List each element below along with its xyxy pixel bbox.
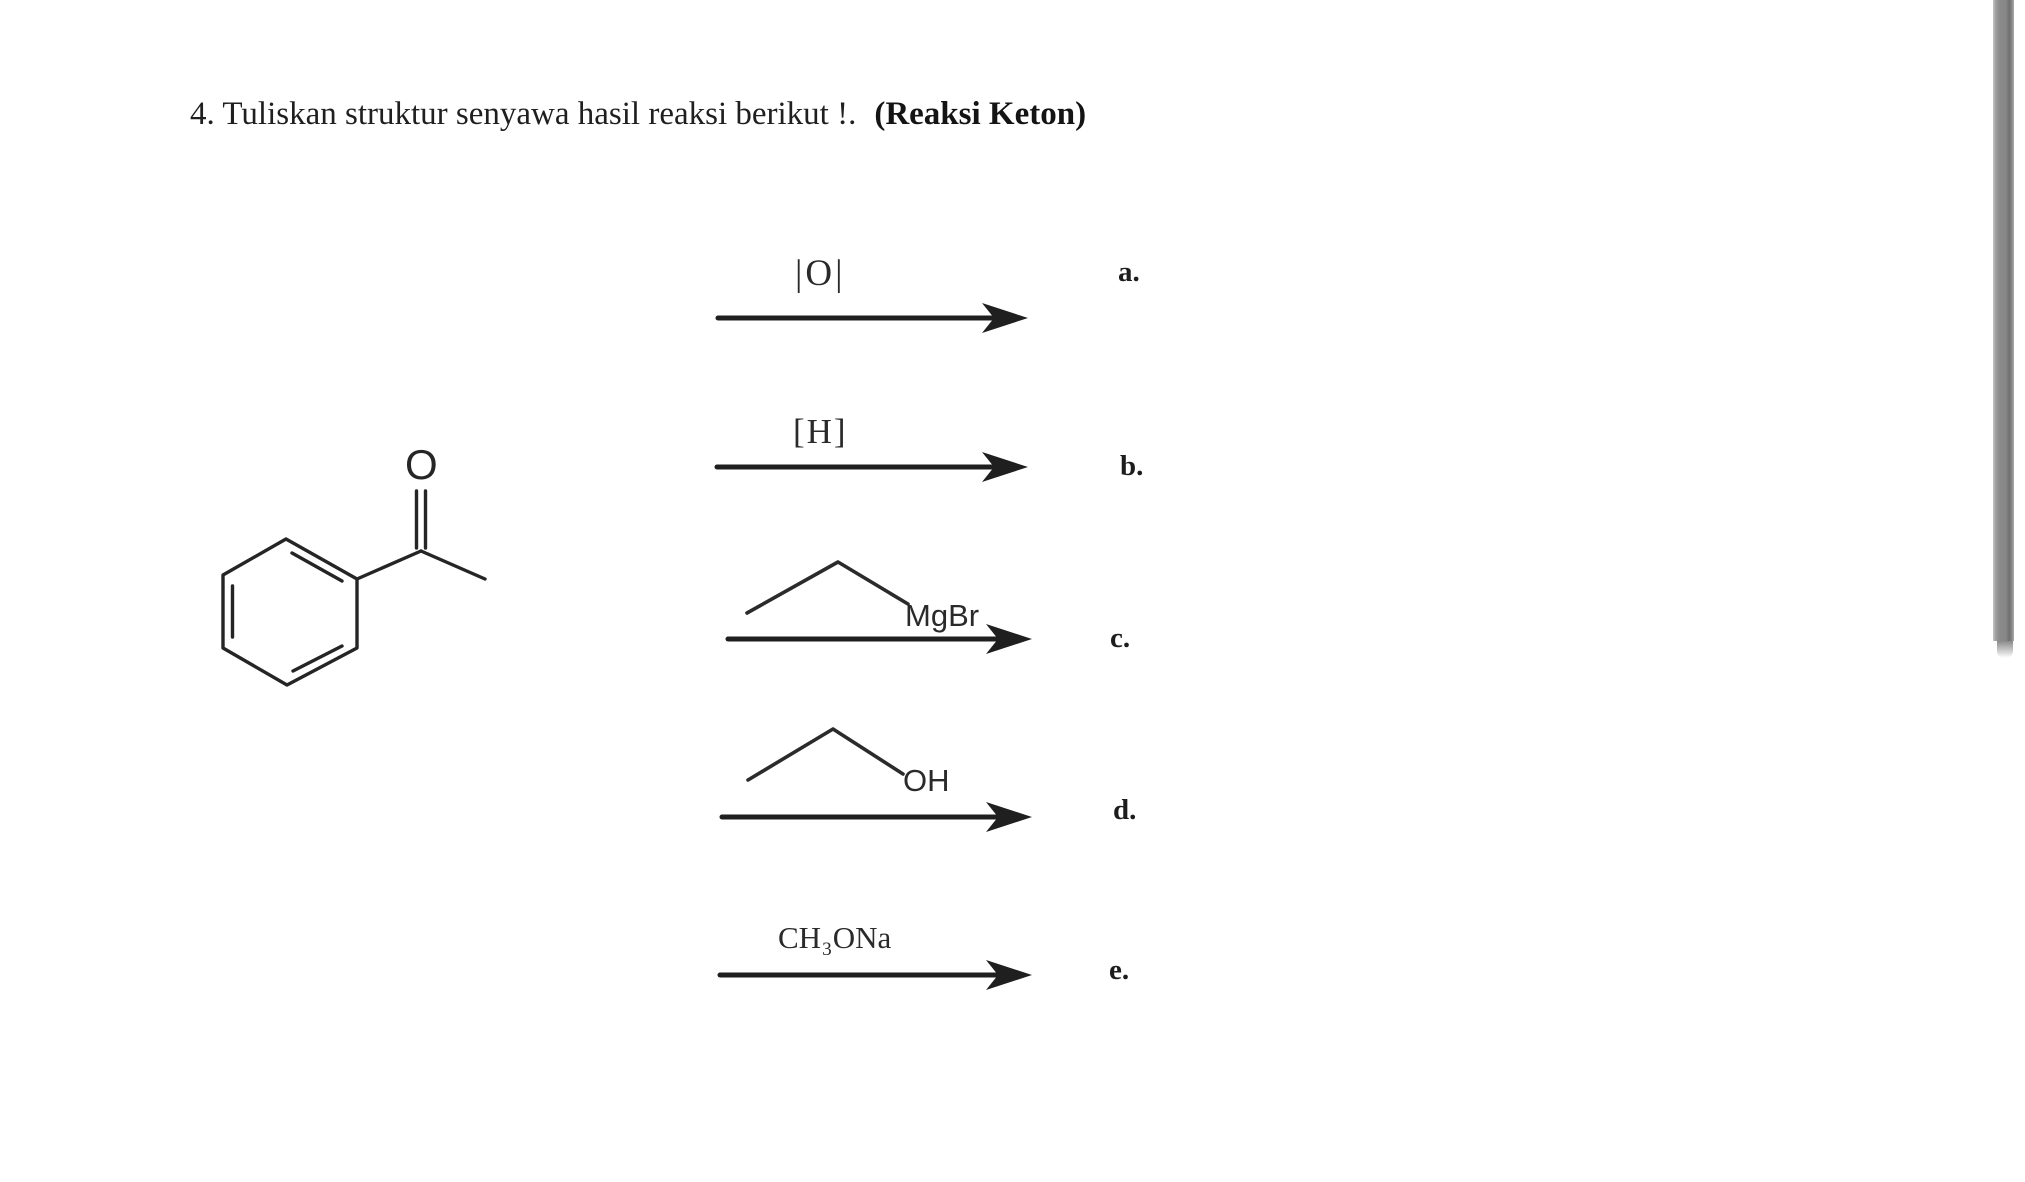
reaction-arrow-a xyxy=(718,303,1028,333)
scrollbar-thumb-tail xyxy=(1997,641,2013,658)
option-label-c: c. xyxy=(1110,622,1131,654)
reaction-arrow-d xyxy=(722,802,1032,832)
arrowhead-a xyxy=(982,303,1028,333)
molecule-acetophenone xyxy=(223,491,485,685)
arrowhead-e xyxy=(986,960,1032,990)
reaction-arrow-b xyxy=(717,452,1028,482)
arrowhead-d xyxy=(986,802,1032,832)
carbonyl-double-bond xyxy=(417,491,426,548)
bond-carbonyl-methyl xyxy=(421,551,485,579)
ethyl-chain-mgbr xyxy=(747,562,908,613)
option-label-a: a. xyxy=(1118,256,1140,288)
benzene-ring xyxy=(223,539,357,685)
option-label-b: b. xyxy=(1120,450,1144,482)
reagent-e-prefix: CH xyxy=(778,920,822,955)
benzene-double-bond-bottom xyxy=(293,646,342,671)
question-emphasis: (Reaksi Keton) xyxy=(874,96,1087,132)
option-label-e: e. xyxy=(1109,954,1130,986)
option-label-d: d. xyxy=(1113,794,1137,826)
reagent-e-suffix: ONa xyxy=(832,920,892,955)
ethyl-chain-oh xyxy=(748,729,903,780)
reagent-sodium-methoxide xyxy=(778,920,891,961)
reagent-e-subscript: 3 xyxy=(822,939,832,961)
reagent-reduction: [H] xyxy=(793,412,848,451)
scrollbar-thumb[interactable] xyxy=(1993,0,2014,641)
bond-ring-carbonyl xyxy=(357,551,421,579)
reaction-arrow-c xyxy=(728,624,1032,654)
reagent-oxidation: |O| xyxy=(795,253,846,294)
question-title xyxy=(190,94,1086,134)
reagent-alcohol-oh: OH xyxy=(903,763,950,798)
benzene-double-bond-top xyxy=(292,553,342,581)
arrowhead-c xyxy=(986,624,1032,654)
reagent-grignard-mgbr: MgBr xyxy=(905,598,980,633)
question-text: 4. Tuliskan struktur senyawa hasil reaksi berikut !. xyxy=(190,96,857,132)
reaction-arrow-e xyxy=(720,960,1032,990)
oxygen-atom-label: O xyxy=(405,441,438,488)
skeletal-reagents xyxy=(747,562,908,780)
reaction-arrows xyxy=(717,303,1032,990)
arrowhead-b xyxy=(982,452,1028,482)
